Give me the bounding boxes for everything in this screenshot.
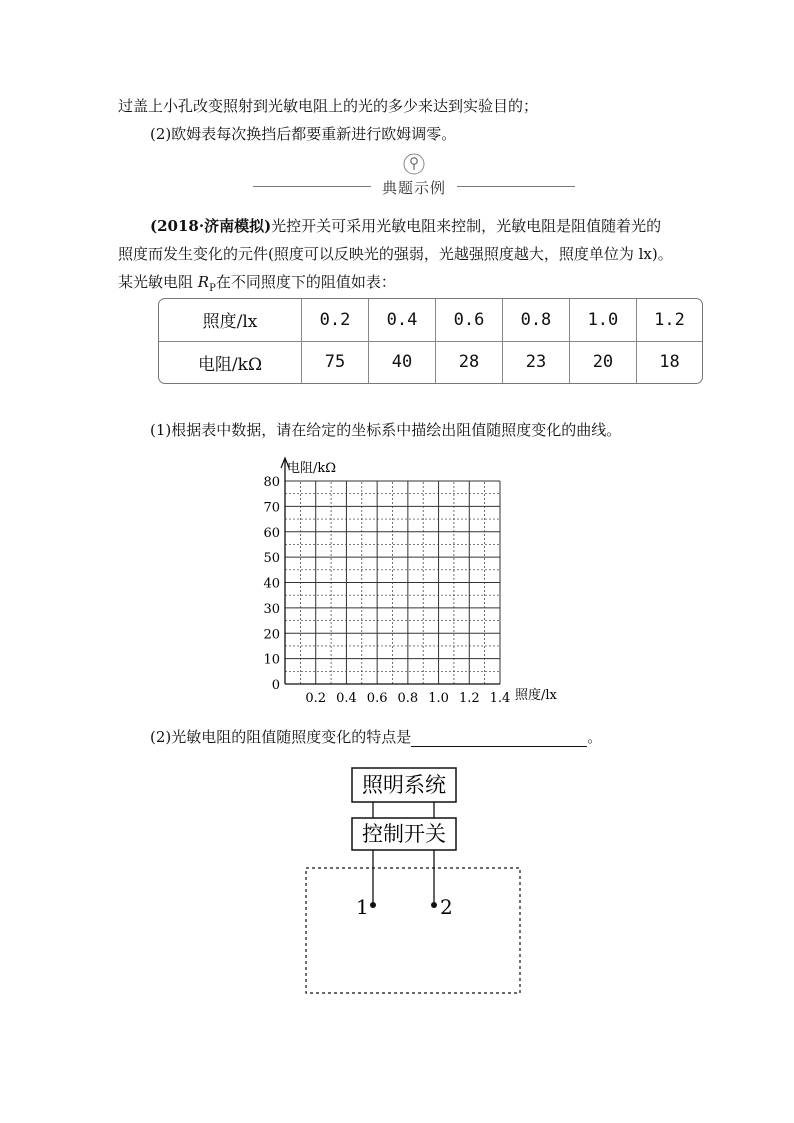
- x-tick-label: 0.6: [366, 691, 388, 706]
- x-tick-label: 1.4: [489, 691, 511, 706]
- control-switch-label: 控制开关: [362, 822, 446, 846]
- y-tick-label: 50: [263, 551, 280, 567]
- section-banner: [253, 153, 575, 198]
- y-tick-label: 40: [263, 576, 280, 592]
- y-tick-label: 30: [263, 601, 280, 617]
- x-tick-label: 1.0: [428, 691, 449, 706]
- x-tick-label: 0.8: [397, 691, 419, 706]
- table-row-label: 电阻/kΩ: [159, 342, 302, 383]
- intro-line-1: 过盖上小孔改变照射到光敏电阻上的光的多少来达到实验目的；: [118, 97, 539, 115]
- answer-blank[interactable]: [411, 730, 587, 747]
- banner-rule-right: [457, 186, 575, 187]
- x-tick-label: 0.2: [305, 691, 327, 706]
- example-source: (2018·济南模拟): [150, 217, 272, 235]
- table-cell: 75: [302, 342, 369, 383]
- table-cell: 1.2: [637, 299, 702, 342]
- example-line-1: [150, 216, 661, 236]
- example-line-2: 照度而发生变化的元件(照度可以反映光的强弱，光越强照度越大，照度单位为 lx)。: [118, 245, 673, 263]
- y-axis-label: 电阻/kΩ: [287, 461, 337, 476]
- variable-subscript: P: [209, 283, 216, 294]
- banner-rule-left: [253, 186, 371, 187]
- table-row-resistance: [159, 342, 702, 383]
- table-cell: 20: [570, 342, 637, 383]
- x-tick-label: 1.2: [458, 691, 480, 706]
- terminal-2-dot: [431, 902, 437, 908]
- table-cell: 28: [436, 342, 503, 383]
- variable-name: R: [197, 273, 210, 291]
- terminal-1-dot: [370, 902, 376, 908]
- table-row-illuminance: [159, 299, 702, 342]
- table-row-label: 照度/lx: [159, 299, 302, 342]
- table-cell: 23: [503, 342, 570, 383]
- example-line-3b: 在不同照度下的阻值如表：: [215, 273, 396, 291]
- question-2-end: 。: [587, 728, 603, 746]
- y-tick-label: 60: [263, 525, 280, 541]
- x-tick-label: 0.4: [336, 691, 357, 706]
- y-tick-label: 70: [263, 500, 280, 516]
- y-tick-label: 10: [263, 652, 280, 668]
- table-cell: 18: [659, 352, 680, 373]
- table-cell: 0.4: [369, 299, 436, 342]
- key-icon: [403, 153, 425, 175]
- table-cell: 0.8: [503, 299, 570, 342]
- y-tick-label: 80: [263, 475, 280, 490]
- data-table: [158, 298, 703, 384]
- y-tick-label: 0: [271, 678, 280, 693]
- example-line-3: [118, 272, 396, 299]
- coordinate-grid-chart: [252, 448, 582, 716]
- circuit-area-dashed-box: [306, 868, 520, 993]
- question-2: [150, 727, 602, 747]
- y-tick-label: 20: [263, 627, 280, 643]
- table-cell: 40: [369, 342, 436, 383]
- question-2-text: (2)光敏电阻的阻值随照度变化的特点是: [150, 728, 412, 746]
- terminal-2-label: 2: [440, 895, 453, 919]
- circuit-diagram: [286, 752, 542, 1016]
- table-cell: 1.0: [570, 299, 637, 342]
- table-cell: 0.2: [302, 299, 369, 342]
- lighting-system-label: 照明系统: [362, 773, 446, 797]
- example-line-1-text: 光控开关可采用光敏电阻来控制，光敏电阻是阻值随着光的: [271, 217, 662, 235]
- chart-axes: [281, 458, 500, 684]
- example-line-3a: 某光敏电阻: [118, 273, 198, 291]
- intro-line-2: (2)欧姆表每次换挡后都要重新进行欧姆调零。: [150, 125, 457, 143]
- table-cell: 0.6: [436, 299, 503, 342]
- terminal-1-label: 1: [356, 895, 369, 919]
- section-title: 典题示例: [381, 179, 446, 197]
- x-axis-label: 照度/lx: [515, 688, 557, 703]
- question-1: (1)根据表中数据，请在给定的坐标系中描绘出阻值随照度变化的曲线。: [150, 421, 622, 439]
